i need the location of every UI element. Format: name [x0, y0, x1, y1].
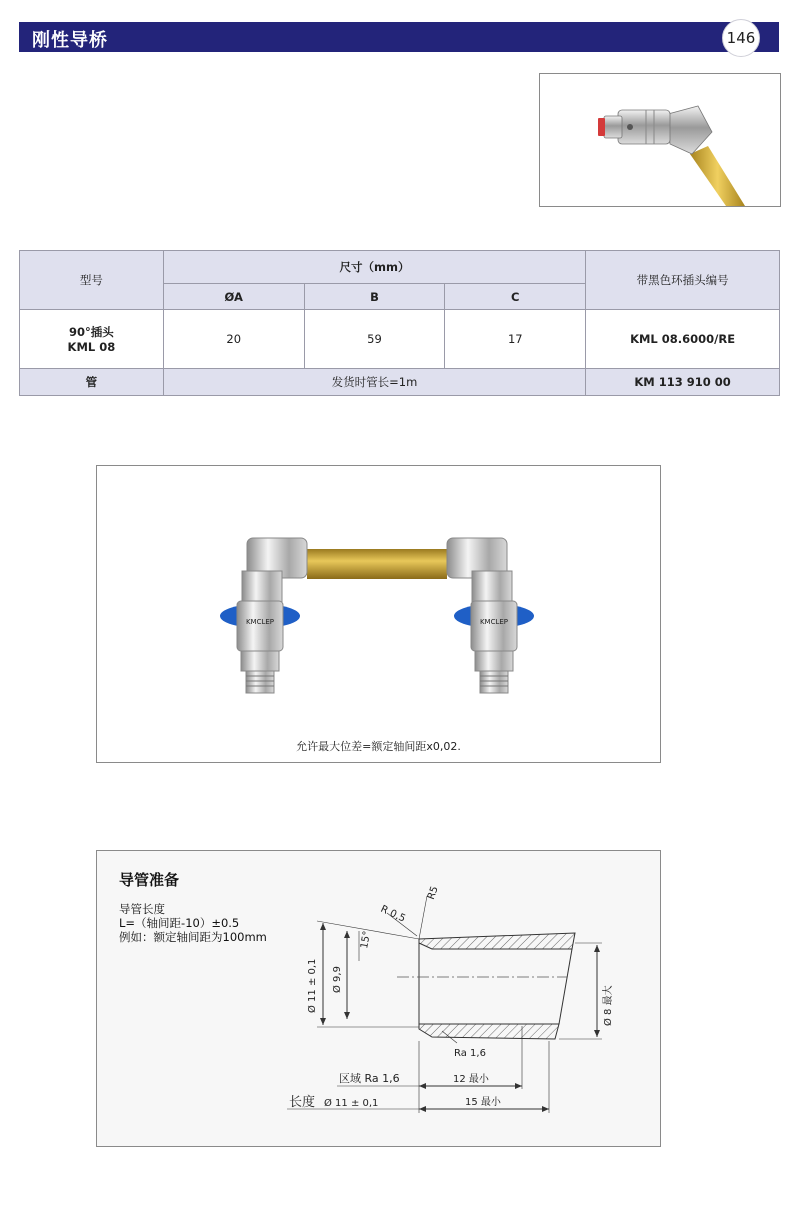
- header-model: 型号: [20, 251, 164, 310]
- cell-code: KM 113 910 00: [586, 369, 780, 396]
- drawing-text-2: L=（轴间距-10）±0.5: [119, 916, 240, 930]
- page-title: 刚性导桥: [32, 30, 108, 51]
- model-line1: 90°插头: [69, 325, 114, 339]
- header-b: B: [304, 284, 445, 310]
- label-ra: Ra 1,6: [454, 1048, 486, 1059]
- label-length-prefix: 长度: [289, 1095, 316, 1110]
- photo-caption: 允许最大位差=额定轴间距x0,02.: [296, 740, 461, 753]
- cell-model: 管: [20, 369, 164, 396]
- technical-drawing: [97, 851, 660, 1146]
- drawing-text-1: 导管长度: [119, 902, 165, 916]
- header-a: ØA: [163, 284, 304, 310]
- header-code: 带黑色环插头编号: [586, 251, 780, 310]
- cell-b: 59: [304, 310, 445, 369]
- model-line2: KML 08: [67, 340, 116, 354]
- cell-c: 17: [445, 310, 586, 369]
- table-row: [20, 369, 780, 396]
- label-length-dia: Ø 11 ± 0,1: [324, 1098, 379, 1109]
- spec-table: [19, 250, 780, 396]
- brand-label-right: KMCLEP: [479, 618, 509, 626]
- rigid-bridge-image: [97, 466, 660, 726]
- tube-preparation-drawing: [96, 850, 661, 1147]
- label-zone: 区域 Ra 1,6: [339, 1072, 400, 1085]
- label-len15: 15 最小: [465, 1097, 501, 1108]
- drawing-text-3: 例如：额定轴间距为100mm: [119, 930, 267, 944]
- label-dia99: Ø 9,9: [332, 966, 343, 993]
- label-r5: R5: [425, 884, 441, 902]
- label-dia8: Ø 8 最大: [603, 985, 614, 1026]
- page-number-badge: 146: [722, 19, 760, 57]
- product-photo-bridge: [96, 465, 661, 763]
- elbow-connector-image: [540, 74, 780, 206]
- cell-a: 20: [163, 310, 304, 369]
- drawing-title: 导管准备: [119, 871, 180, 889]
- brand-label-left: KMCLEP: [245, 618, 275, 626]
- header-c: C: [445, 284, 586, 310]
- cell-model: [20, 310, 164, 369]
- label-dia11: Ø 11 ± 0,1: [307, 958, 318, 1013]
- label-len12: 12 最小: [453, 1074, 489, 1085]
- label-angle: 15°: [359, 930, 374, 950]
- header-dimensions: 尺寸（mm）: [163, 251, 585, 284]
- product-photo-top: [539, 73, 781, 207]
- cell-code: KML 08.6000/RE: [586, 310, 780, 369]
- header-bar: [19, 22, 779, 52]
- label-r05: R 0,5: [378, 903, 407, 925]
- cell-description: 发货时管长=1m: [163, 369, 585, 396]
- table-row: [20, 310, 780, 369]
